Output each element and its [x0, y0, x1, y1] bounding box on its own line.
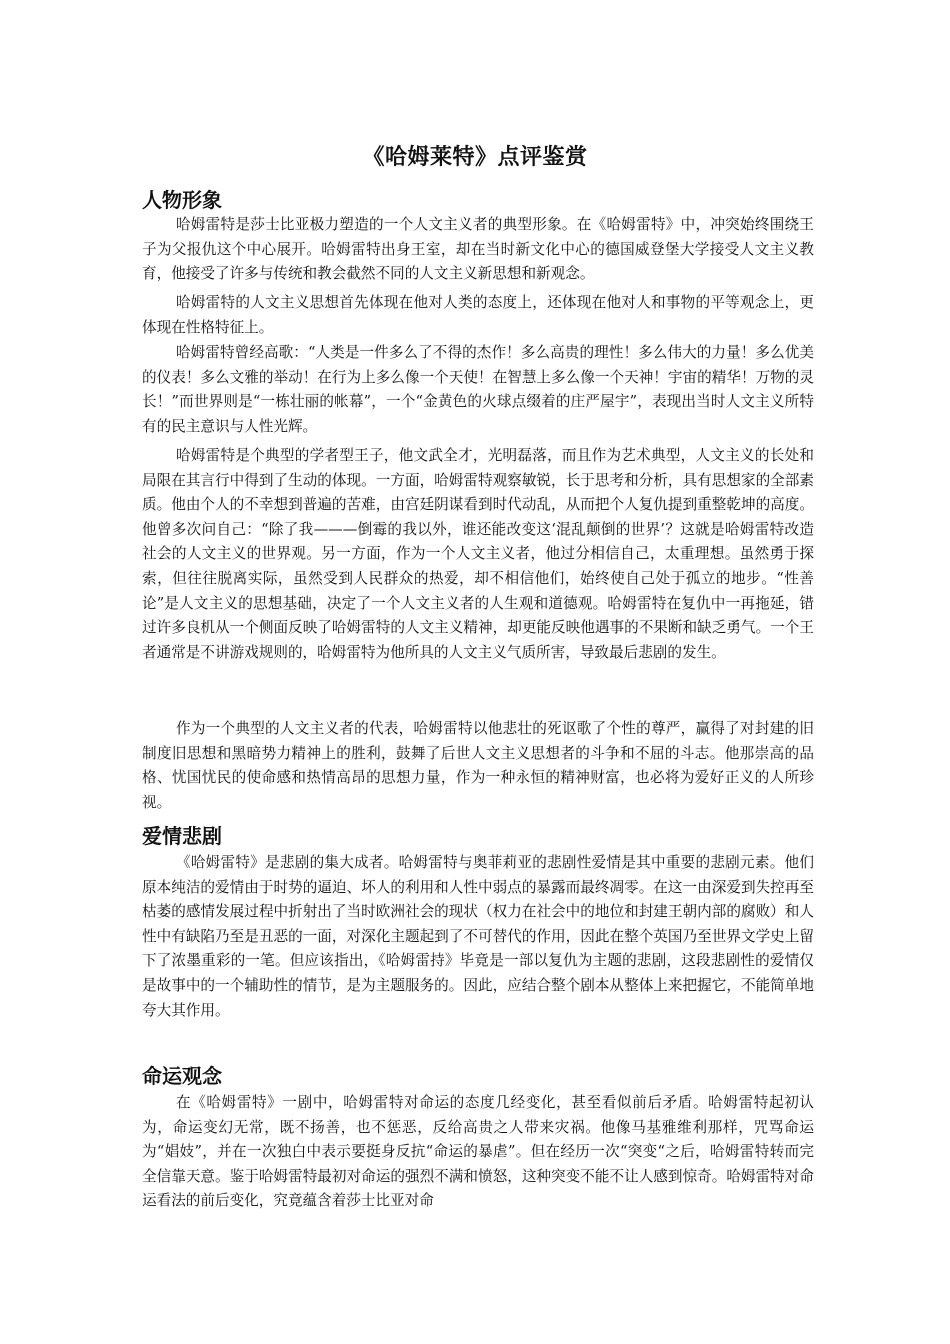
paragraph: 哈姆雷特是个典型的学者型王子，他文武全才，光明磊落，而且作为艺术典型，人文主义的长处和局限在其言行中得到了生动的体现。一方面，哈姆雷特观察敏锐，长于思考和分析，具有思想家的全部素质。他由个人的不幸想到普遍的苦难，由宫廷阴谋看到时代动乱，从而把个人复仇提到重整乾坤的高度。他曾多次问自己：“除了我———倒霉的我以外，谁还能改变这‘混乱颠倒的世界’？这就是哈姆雷特改造社会的人文主义的世界观。另一方面，作为一个人文主义者，他过分相信自己，太重理想。虽然勇于探索，但往往脱离实际，虽然受到人民群众的热爱，却不相信他们，始终使自己处于孤立的地步。“性善论”是人文主义的思想基础，决定了一个人文主义者的人生观和道德观。哈姆雷特在复仇中一再拖延，错过许多良机从一个侧面反映了哈姆雷特的人文主义精神，却更能反映他遇事的不果断和缺乏勇气。一个王者通常是不讲游戏规则的，哈姆雷特为他所具的人文主义气质所害，导致最后悲剧的发生。	[142, 447, 814, 661]
section-heading-love-tragedy: 爱情悲剧	[142, 824, 222, 848]
paragraph: 哈姆雷特的人文主义思想首先体现在他对人类的态度上，还体现在他对人和事物的平等观念上，更体现在性格特征上。	[142, 294, 814, 336]
paragraph: 在《哈姆雷特》一剧中，哈姆雷特对命运的态度几经变化，甚至看似前后矛盾。哈姆雷特起初认为，命运变幻无常，既不扬善，也不惩恶，反给高贵之人带来灾祸。他像马基雅维利那样，咒骂命运为“娼妓”，并在一次独白中表示要挺身反抗“命运的暴虐”。但在经历一次“突变“之后，哈姆雷特转而完全信靠天意。鉴于哈姆雷特最初对命运的强烈不满和愤怒，这种突变不能不让人感到惊奇。哈姆雷特对命运看法的前后变化，究竟蕴含着莎士比亚对命	[142, 1094, 814, 1210]
document-title: 《哈姆莱特》点评鉴赏	[362, 145, 588, 170]
section-heading-characters: 人物形象	[142, 188, 222, 212]
paragraph: 《哈姆雷特》是悲剧的集大成者。哈姆雷特与奥菲莉亚的悲剧性爱情是其中重要的悲剧元素。他们原本纯洁的爱情由于时势的逼迫、坏人的利用和人性中弱点的暴露而最终凋零。在这一由深爱到失控再至枯萎的感情发展过程中折射出了当时欧洲社会的现状（权力在社会中的地位和封建王朝内部的腐败）和人性中有缺陷乃至是丑恶的一面，对深化主题起到了不可替代的作用，因此在整个英国乃至世界文学史上留下了浓墨重彩的一笔。但应该指出，《哈姆雷持》毕竟是一部以复仇为主题的悲剧，这段悲剧性的爱情仅是故事中的一个辅助性的情节，是为主题服务的。因此，应结合整个剧本从整体上来把握它，不能简单地夸大其作用。	[142, 854, 814, 1019]
paragraph: 哈姆雷特曾经高歌：“人类是一件多么了不得的杰作！多么高贵的理性！多么伟大的力量！多么优美的仪表！多么文雅的举动！在行为上多么像一个天使！在智慧上多么像一个天神！宇宙的精华！万物的灵长！”而世界则是“一栋壮丽的帐幕”，一个“金黄色的火球点缀着的庄严屋宇”，表现出当时人文主义所特有的民主意识与人性光辉。	[142, 344, 814, 435]
paragraph: 哈姆雷特是莎士比亚极力塑造的一个人文主义者的典型形象。在《哈姆雷特》中，冲突始终围绕王子为父报仇这个中心展开。哈姆雷特出身王室，却在当时新文化中心的德国威登堡大学接受人文主义教育，他接受了许多与传统和教会截然不同的人文主义新思想和新观念。	[142, 216, 814, 283]
section-heading-fate: 命运观念	[142, 1064, 222, 1088]
paragraph: 作为一个典型的人文主义者的代表，哈姆雷特以他悲壮的死讴歌了个性的尊严，赢得了对封建的旧制度旧思想和黑暗势力精神上的胜利，鼓舞了后世人文主义思想者的斗争和不屈的斗志。他那崇高的品格、忧国忧民的使命感和热情高昂的思想力量，作为一种永恒的精神财富，也必将为爱好正义的人所珍视。	[142, 720, 814, 811]
